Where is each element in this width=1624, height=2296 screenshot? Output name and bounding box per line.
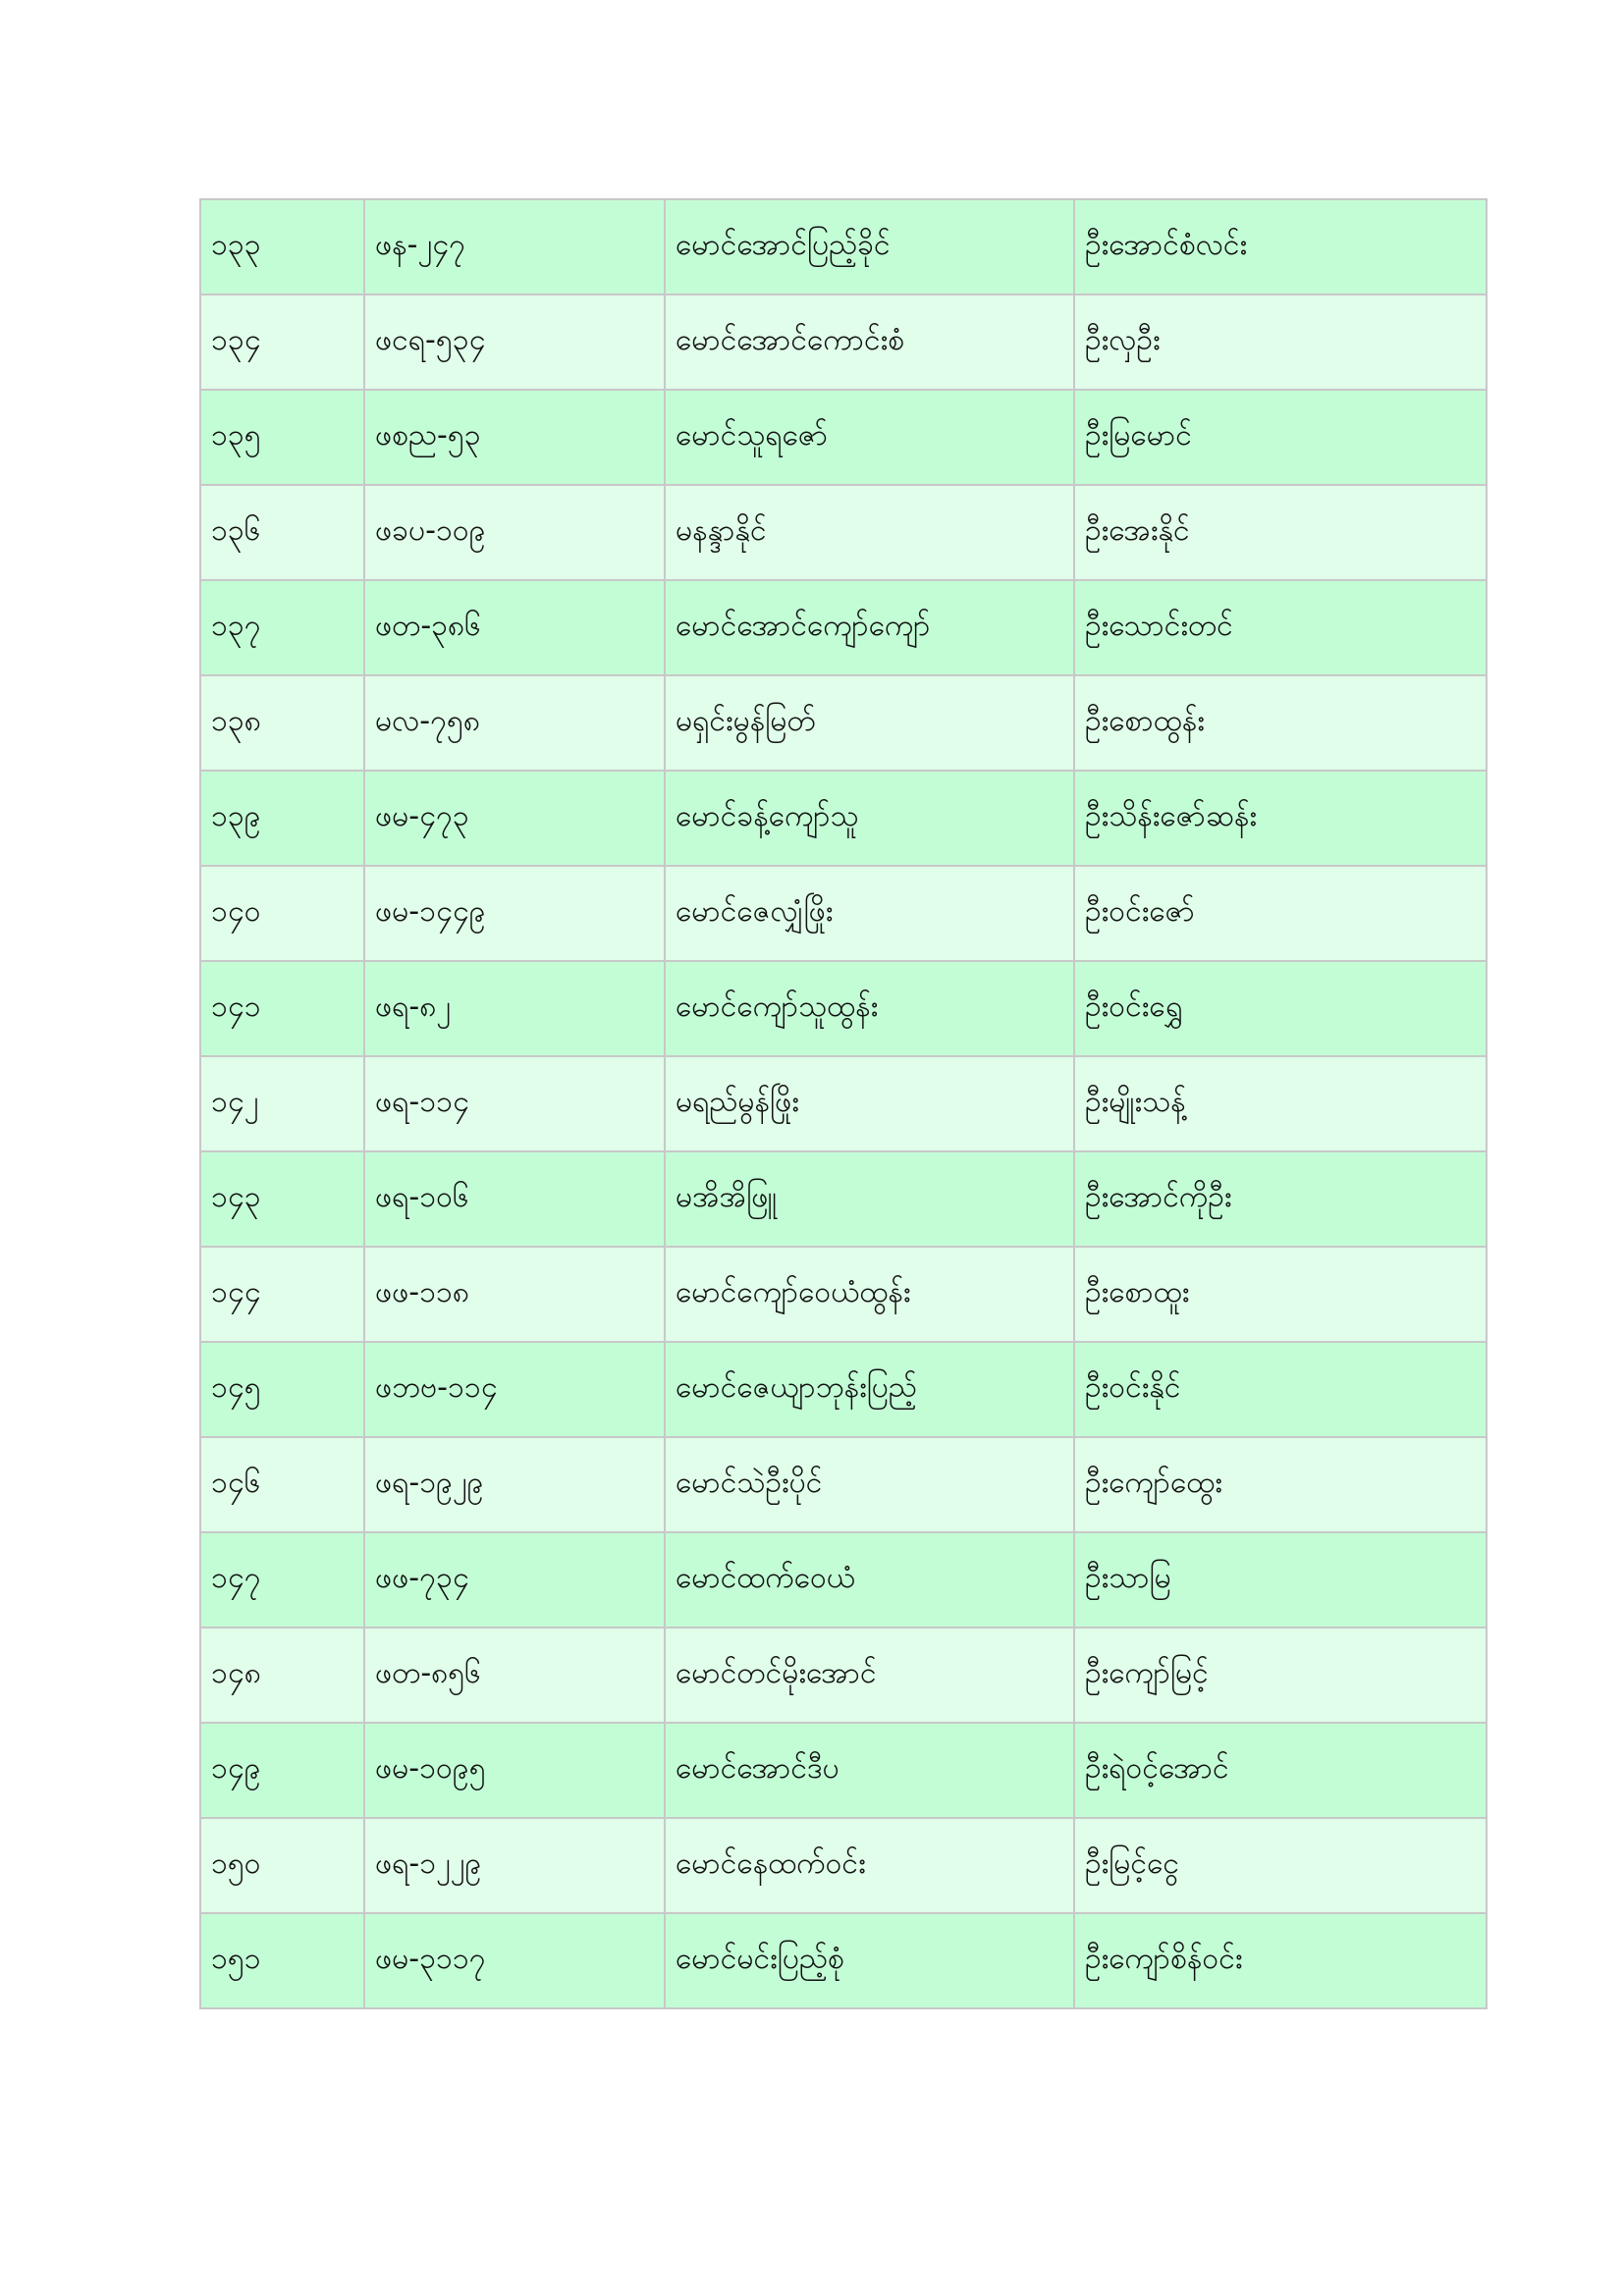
- student-name-cell: မောင်ဇေလျှံဖြိုး: [665, 866, 1074, 961]
- registration-code-cell: ဖရ-၁၁၄: [364, 1056, 665, 1151]
- parent-name-cell: ဦးမြင့်ငွေ: [1074, 1818, 1487, 1913]
- registration-code-cell: ဖရ-၈၂: [364, 961, 665, 1056]
- table-row: [200, 1056, 1487, 1151]
- table-row: [200, 1818, 1487, 1913]
- row-number-cell: ၁၃၄: [200, 294, 364, 390]
- parent-name-cell: ဦးစောထူး: [1074, 1247, 1487, 1342]
- parent-name-cell: ဦးဝင်းရွှေ: [1074, 961, 1487, 1056]
- student-name-cell: မောင်ခန့်ကျော်သူ: [665, 771, 1074, 866]
- student-name-cell: မောင်ကျော်သူထွန်း: [665, 961, 1074, 1056]
- student-name-cell: မောင်အောင်ကျော်ကျော်: [665, 580, 1074, 675]
- table-row: [200, 866, 1487, 961]
- table-row: [200, 1723, 1487, 1818]
- registration-code-cell: ဖန-၂၄၇: [364, 199, 665, 294]
- table-row: [200, 1437, 1487, 1532]
- student-name-cell: မောင်အောင်ဒီပ: [665, 1723, 1074, 1818]
- parent-name-cell: ဦးမြမောင်: [1074, 390, 1487, 485]
- student-name-cell: မောင်ဇေယျာဘုန်းပြည့်: [665, 1342, 1074, 1437]
- registration-code-cell: ဖတ-၈၅၆: [364, 1628, 665, 1723]
- parent-name-cell: ဦးဝင်းနိုင်: [1074, 1342, 1487, 1437]
- table-row: [200, 390, 1487, 485]
- table-row: [200, 1913, 1487, 2008]
- table-row: [200, 771, 1487, 866]
- row-number-cell: ၁၄၇: [200, 1532, 364, 1628]
- row-number-cell: ၁၄၂: [200, 1056, 364, 1151]
- student-name-cell: မနန္ဒာနိုင်: [665, 485, 1074, 580]
- registration-code-cell: ဖမ-၄၇၃: [364, 771, 665, 866]
- row-number-cell: ၁၄၃: [200, 1151, 364, 1247]
- student-name-cell: မောင်အောင်ပြည့်ခိုင်: [665, 199, 1074, 294]
- student-name-cell: မအိအိဖြူ: [665, 1151, 1074, 1247]
- parent-name-cell: ဦးအေးနိုင်: [1074, 485, 1487, 580]
- registration-code-cell: ဖဘဗ-၁၁၄: [364, 1342, 665, 1437]
- table-row: [200, 1628, 1487, 1723]
- table-body: [200, 199, 1487, 2008]
- student-name-cell: မောင်အောင်ကောင်းစံ: [665, 294, 1074, 390]
- row-number-cell: ၁၃၅: [200, 390, 364, 485]
- table-row: [200, 1247, 1487, 1342]
- row-number-cell: ၁၃၆: [200, 485, 364, 580]
- registration-code-cell: ဖဖ-၇၃၄: [364, 1532, 665, 1628]
- parent-name-cell: ဦးရဲဝင့်အောင်: [1074, 1723, 1487, 1818]
- registration-code-cell: ဖခပ-၁၀၉: [364, 485, 665, 580]
- registration-code-cell: ဖတ-၃၈၆: [364, 580, 665, 675]
- table-row: [200, 675, 1487, 771]
- table-row: [200, 1532, 1487, 1628]
- parent-name-cell: ဦးအောင်ကိုဦး: [1074, 1151, 1487, 1247]
- row-number-cell: ၁၅၀: [200, 1818, 364, 1913]
- parent-name-cell: ဦးကျော်မြင့်: [1074, 1628, 1487, 1723]
- registration-code-cell: ဖငရ-၅၃၄: [364, 294, 665, 390]
- parent-name-cell: ဦးစောထွန်း: [1074, 675, 1487, 771]
- parent-name-cell: ဦးသောင်းတင်: [1074, 580, 1487, 675]
- student-table: [199, 198, 1488, 2009]
- table-row: [200, 199, 1487, 294]
- student-name-cell: မောင်တင်မိုးအောင်: [665, 1628, 1074, 1723]
- table-row: [200, 1151, 1487, 1247]
- row-number-cell: ၁၃၃: [200, 199, 364, 294]
- row-number-cell: ၁၃၉: [200, 771, 364, 866]
- student-name-cell: မောင်ထက်ဝေယံ: [665, 1532, 1074, 1628]
- registration-code-cell: ဖရ-၁၀၆: [364, 1151, 665, 1247]
- row-number-cell: ၁၄၈: [200, 1628, 364, 1723]
- row-number-cell: ၁၄၅: [200, 1342, 364, 1437]
- parent-name-cell: ဦးအောင်စံလင်း: [1074, 199, 1487, 294]
- parent-name-cell: ဦးမျိုးသန့်: [1074, 1056, 1487, 1151]
- registration-code-cell: ဖမ-၁၄၄၉: [364, 866, 665, 961]
- student-name-cell: မောင်နေထက်ဝင်း: [665, 1818, 1074, 1913]
- registration-code-cell: ဖစည-၅၃: [364, 390, 665, 485]
- parent-name-cell: ဦးသိန်းဇော်ဆန်း: [1074, 771, 1487, 866]
- table-row: [200, 294, 1487, 390]
- registration-code-cell: ဖရ-၁၉၂၉: [364, 1437, 665, 1532]
- registration-code-cell: ဖမ-၁၀၉၅: [364, 1723, 665, 1818]
- student-name-cell: မောင်ကျော်ဝေယံထွန်း: [665, 1247, 1074, 1342]
- registration-code-cell: မလ-၇၅၈: [364, 675, 665, 771]
- student-name-cell: မောင်သဲဦးပိုင်: [665, 1437, 1074, 1532]
- row-number-cell: ၁၄၄: [200, 1247, 364, 1342]
- parent-name-cell: ဦးလှဦး: [1074, 294, 1487, 390]
- parent-name-cell: ဦးဝင်းဇော်: [1074, 866, 1487, 961]
- parent-name-cell: ဦးကျော်စိန်ဝင်း: [1074, 1913, 1487, 2008]
- student-name-cell: မောင်မင်းပြည့်စုံ: [665, 1913, 1074, 2008]
- table-row: [200, 961, 1487, 1056]
- row-number-cell: ၁၄၁: [200, 961, 364, 1056]
- student-name-cell: မောင်သူရဇော်: [665, 390, 1074, 485]
- row-number-cell: ၁၄၀: [200, 866, 364, 961]
- table-row: [200, 485, 1487, 580]
- row-number-cell: ၁၃၈: [200, 675, 364, 771]
- registration-code-cell: ဖမ-၃၁၁၇: [364, 1913, 665, 2008]
- row-number-cell: ၁၃၇: [200, 580, 364, 675]
- registration-code-cell: ဖရ-၁၂၂၉: [364, 1818, 665, 1913]
- row-number-cell: ၁၄၉: [200, 1723, 364, 1818]
- student-name-cell: မရှင်းမွန်မြတ်: [665, 675, 1074, 771]
- table-row: [200, 580, 1487, 675]
- row-number-cell: ၁၅၁: [200, 1913, 364, 2008]
- student-name-cell: မရည်မွန်ဖြိုး: [665, 1056, 1074, 1151]
- parent-name-cell: ဦးသာမြ: [1074, 1532, 1487, 1628]
- parent-name-cell: ဦးကျော်ထွေး: [1074, 1437, 1487, 1532]
- table-row: [200, 1342, 1487, 1437]
- row-number-cell: ၁၄၆: [200, 1437, 364, 1532]
- registration-code-cell: ဖဖ-၁၁၈: [364, 1247, 665, 1342]
